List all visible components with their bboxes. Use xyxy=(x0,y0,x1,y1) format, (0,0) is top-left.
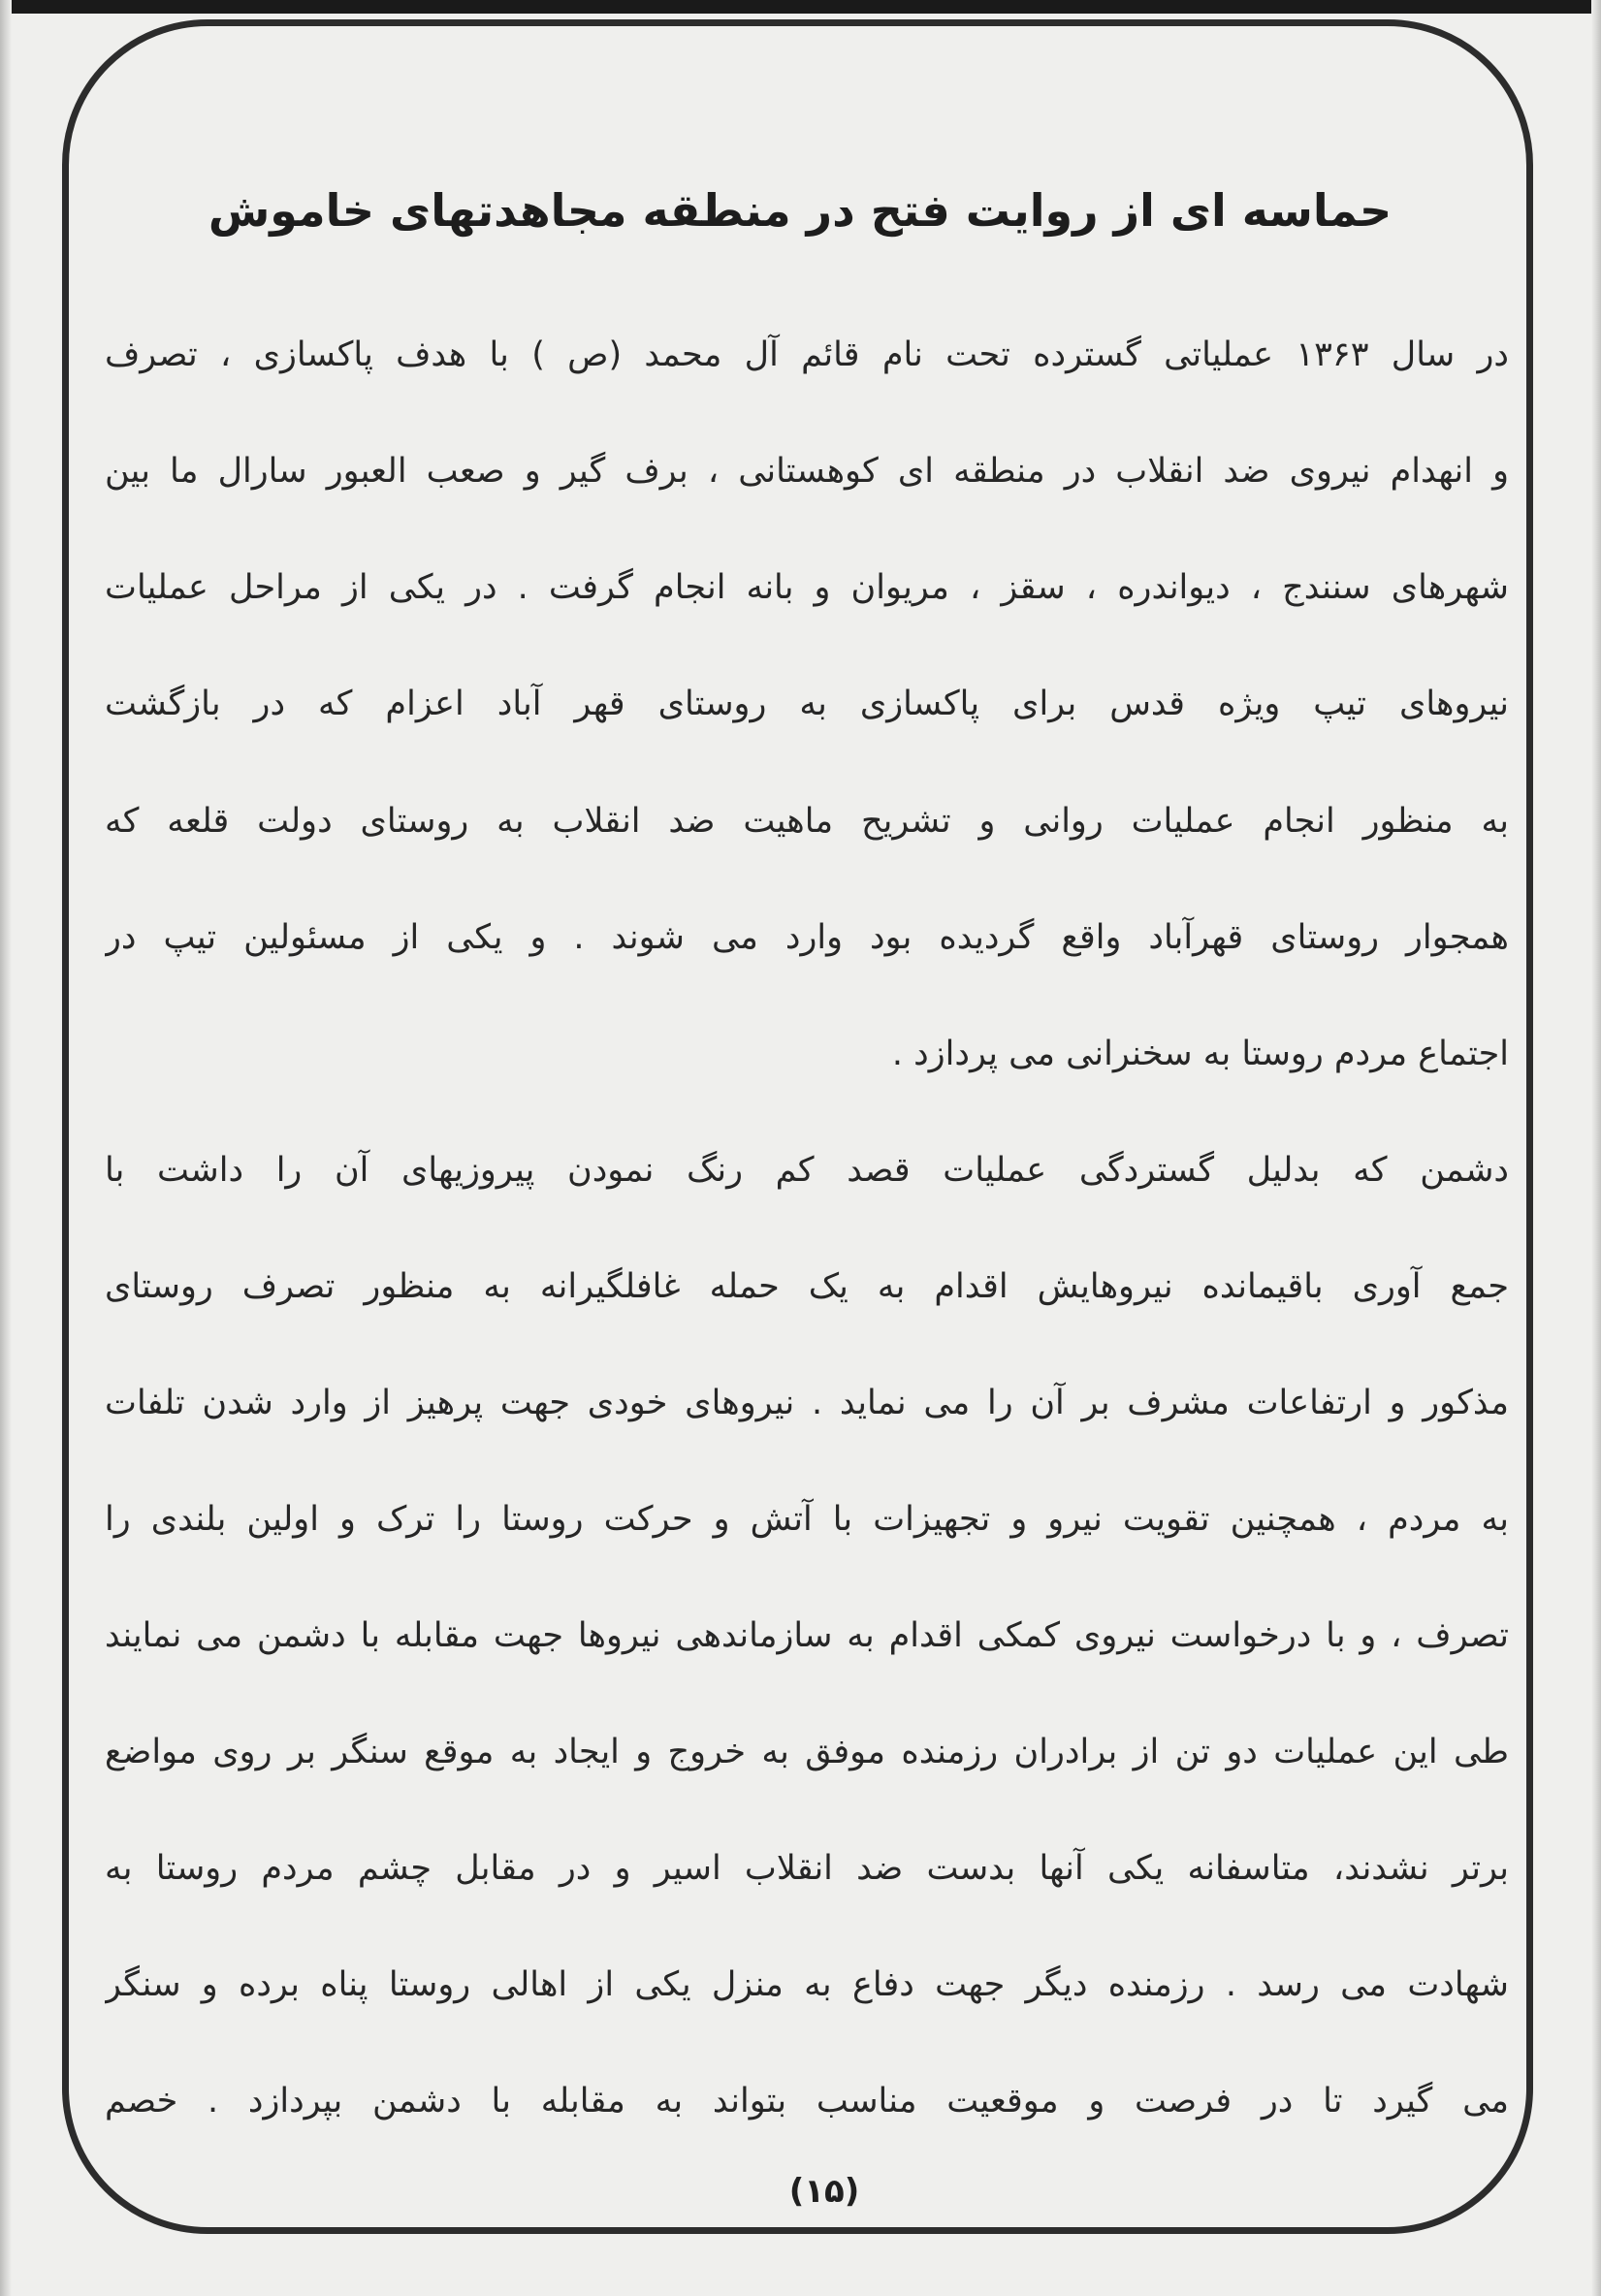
body-line-10: مذکور و ارتفاعات مشرف بر آن را می نماید . نیروهای خودی جهت پرهیز از وارد شدن تلفات xyxy=(105,1384,1509,1422)
body-line-8: دشمن که بدلیل گستردگی عملیات قصد کم رنگ نمودن پیروزیهای آن را داشت با xyxy=(105,1151,1509,1190)
body-line-11: به مردم ، همچنین تقویت نیرو و تجهیزات با آتش و حرکت روستا را ترک و اولین بلندی را xyxy=(105,1500,1509,1539)
scan-edge-top xyxy=(0,0,1601,14)
body-line-9: جمع آوری باقیمانده نیروهایش اقدام به یک حمله غافلگیرانه به منظور تصرف روستای xyxy=(105,1267,1509,1306)
body-line-13: طی این عملیات دو تن از برادران رزمنده موفق به خروج و ایجاد به موقع سنگر بر روی مواضع xyxy=(105,1733,1509,1771)
page-title: حماسه ای از روایت فتح در منطقه مجاهدتهای خاموش xyxy=(208,184,1393,237)
body-line-12: تصرف ، و با درخواست نیروی کمکی اقدام به سازماندهی نیروها جهت مقابله با دشمن می نمایند xyxy=(105,1616,1509,1655)
body-line-3: شهرهای سنندج ، دیواندره ، سقز ، مریوان و بانه انجام گرفت . در یکی از مراحل عملیات xyxy=(105,568,1509,607)
scan-edge-right xyxy=(1591,0,1601,2296)
body-line-5: به منظور انجام عملیات روانی و تشریح ماهیت ضد انقلاب به روستای دولت قلعه که xyxy=(105,802,1509,841)
body-line-14: برتر نشدند، متاسفانه یکی آنها بدست ضد انقلاب اسیر و در مقابل چشم مردم روستا به xyxy=(105,1849,1509,1888)
body-line-7: اجتماع مردم روستا به سخنرانی می پردازد . xyxy=(891,1035,1509,1073)
body-line-1: در سال ۱۳۶۳ عملیاتی گسترده تحت نام قائم آل محمد (ص ) با هدف پاکسازی ، تصرف xyxy=(105,335,1509,374)
body-line-4: نیروهای تیپ ویژه قدس برای پاکسازی به روستای قهر آباد اعزام که در بازگشت xyxy=(105,685,1509,723)
body-line-15: شهادت می رسد . رزمنده دیگر جهت دفاع به منزل یکی از اهالی روستا پناه برده و سنگر xyxy=(105,1965,1509,2004)
body-line-16: می گیرد تا در فرصت و موقعیت مناسب بتواند به مقابله با دشمن بپردازد . خصم xyxy=(105,2082,1509,2121)
body-line-6: همجوار روستای قهرآباد واقع گردیده بود وارد می شوند . و یکی از مسئولین تیپ در xyxy=(105,918,1509,957)
scan-edge-left xyxy=(0,0,12,2296)
page-number: (۱۵) xyxy=(788,2172,860,2211)
body-line-2: و انهدام نیروی ضد انقلاب در منطقه ای کوهستانی ، برف گیر و صعب العبور سارال ما بین xyxy=(105,452,1509,491)
